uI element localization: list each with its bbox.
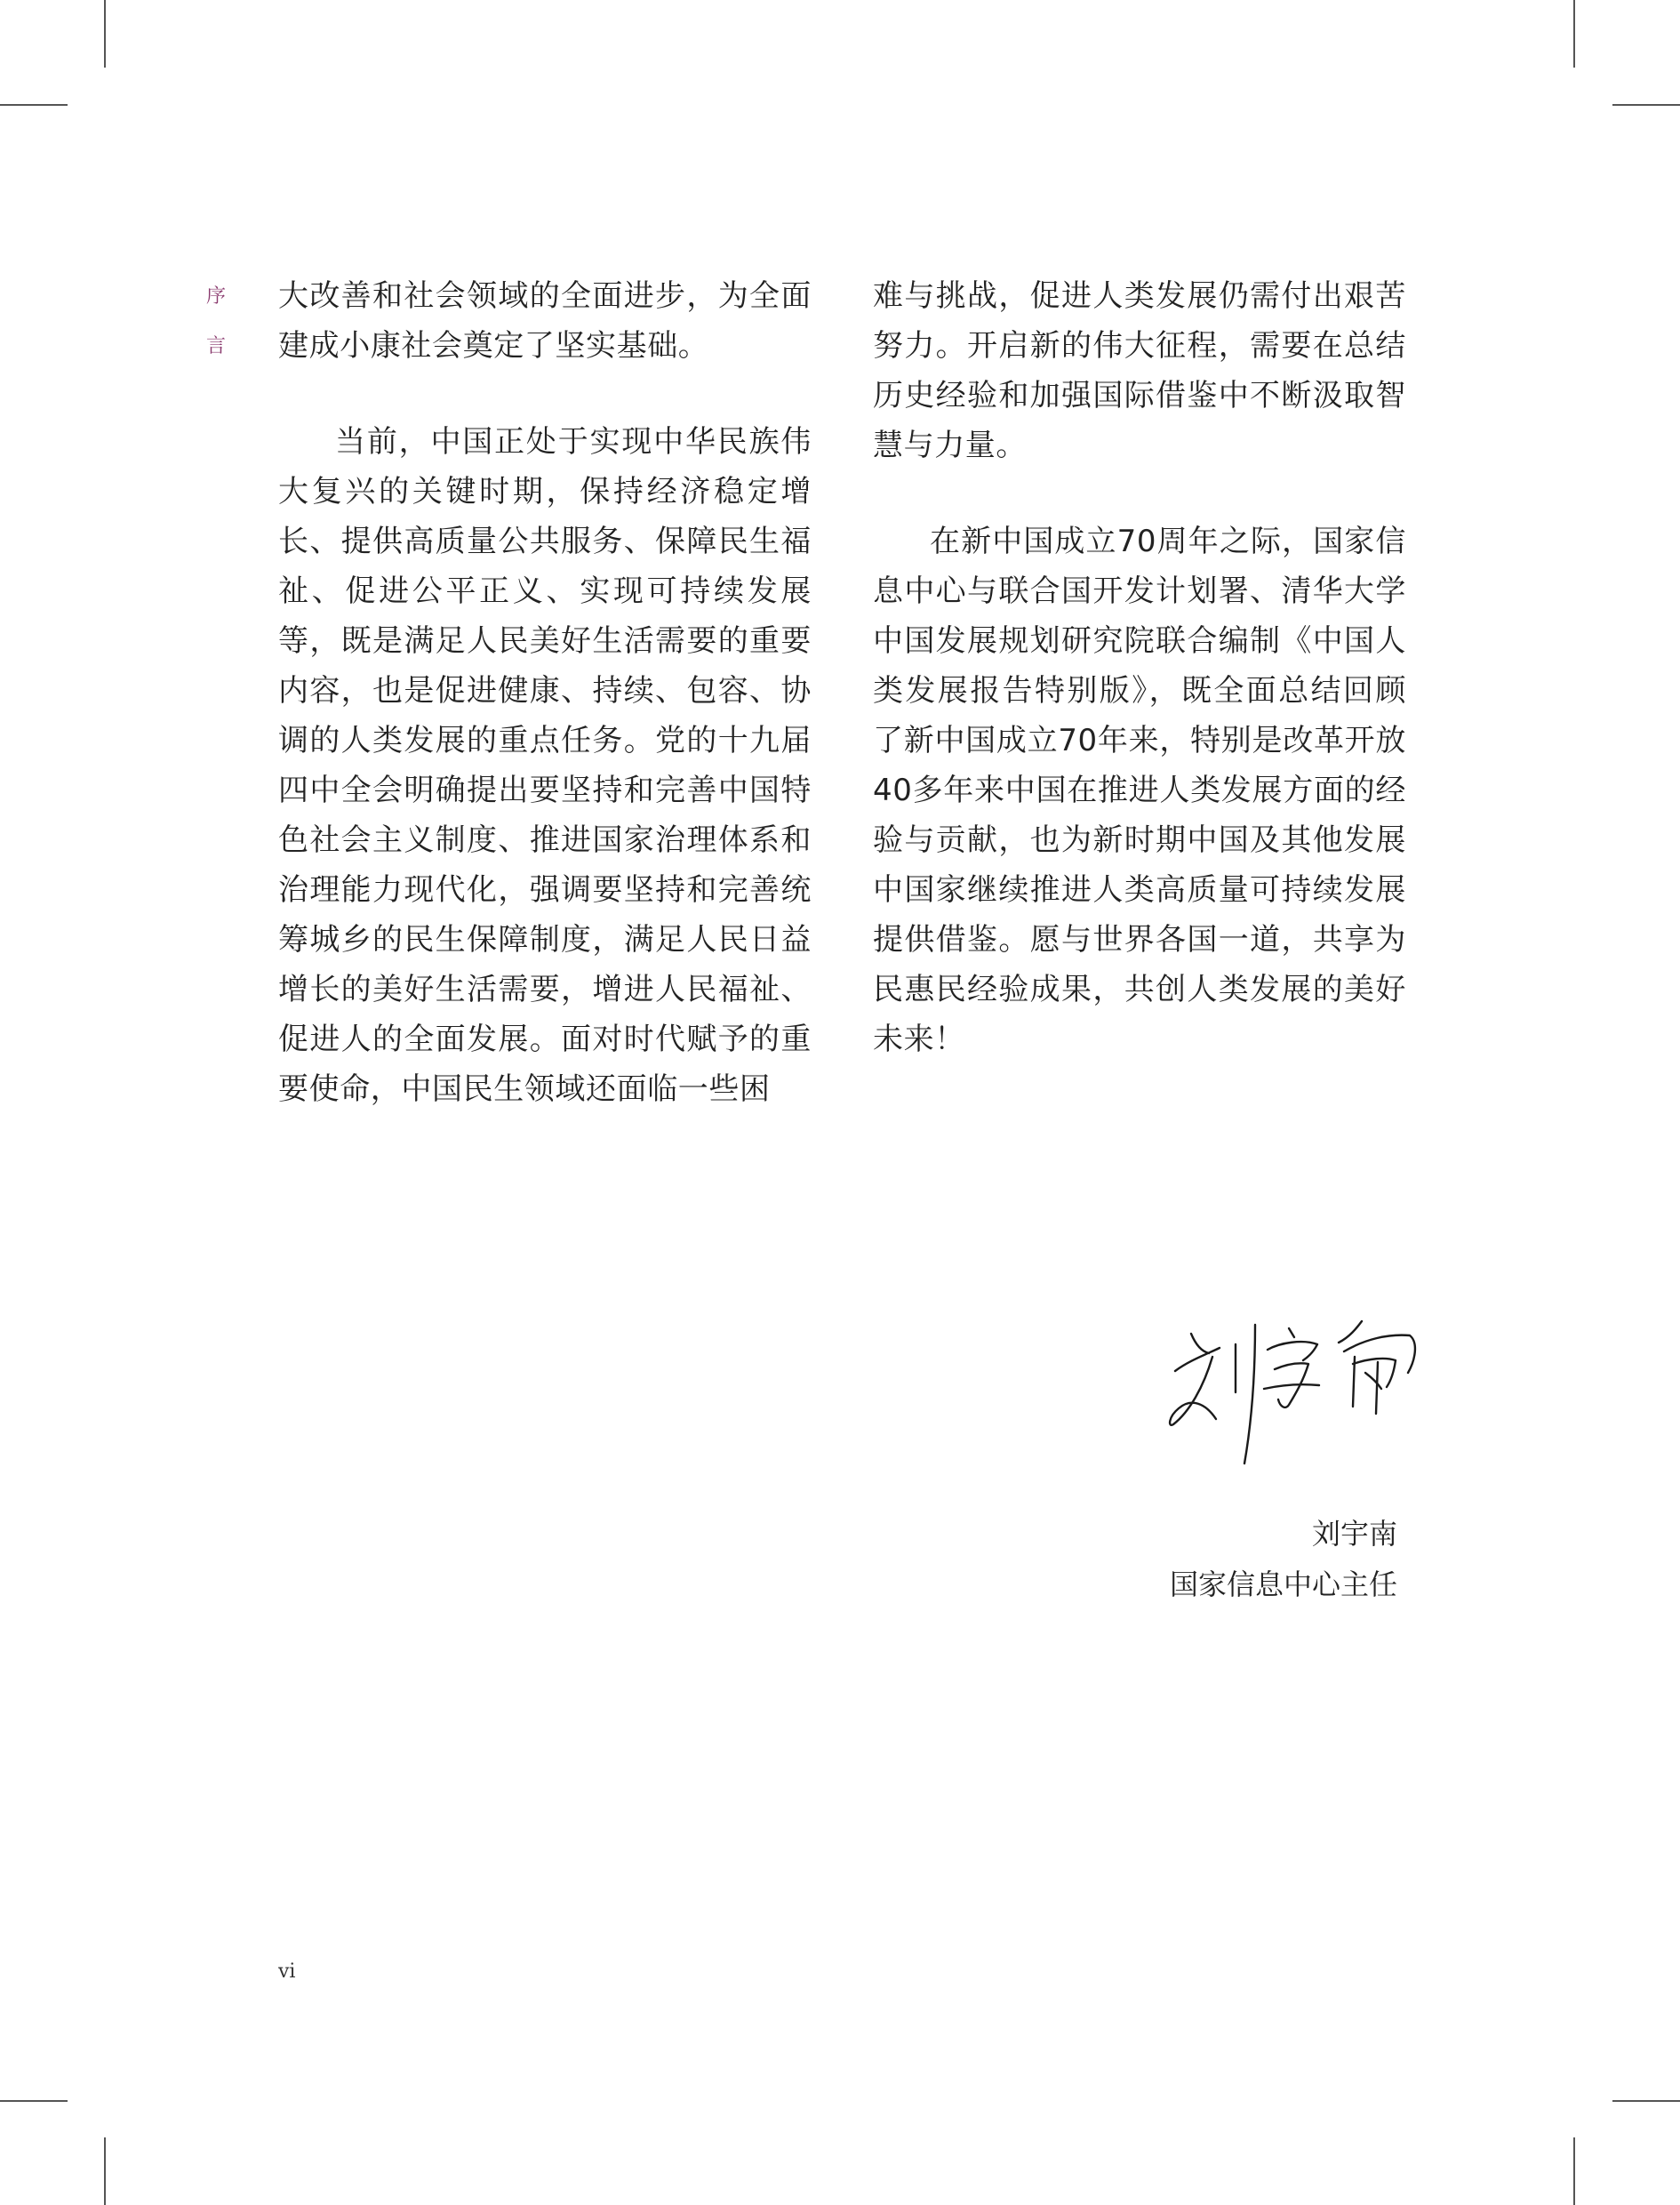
paragraph: 当前，中国正处于实现中华民族伟大复兴的关键时期，保持经济稳定增长、提供高质量公共服务、保障民生福祉、促进公平正义、实现可持续发展等，既是满足人民美好生活需要的重要内容，也是促进健康、持续、包容、协调的人类发展的重点任务。党的十九届四中全会明确提出要坚持和完善中国特色社会主义制度、推进国家治理体系和治理能力现代化，强调要坚持和完善统筹城乡的民生保障制度，满足人民日益增长的美好生活需要，增进人民福祉、促进人的全面发展。面对时代赋予的重要使命，中国民生领域还面临一些困 bbox=[278, 424, 812, 1107]
section-label bbox=[201, 272, 231, 372]
paragraph: 难与挑战，促进人类发展仍需付出艰苦努力。开启新的伟大征程，需要在总结历史经验和加强国际借鉴中不断汲取智慧与力量。 bbox=[873, 278, 1406, 463]
crop-mark-bottom-left-horizontal bbox=[0, 2100, 68, 2102]
paragraph: 在新中国成立70周年之际，国家信息中心与联合国开发计划署、清华大学中国发展规划研究院联合编制《中国人类发展报告特别版》，既全面总结回顾了新中国成立70年来，特别是改革开放40多年来中国在推进人类发展方面的经验与贡献，也为新时期中国及其他发展中国家继续推进人类高质量可持续发展提供借鉴。愿与世界各国一道，共享为民惠民经验成果，共创人类发展的美好未来！ bbox=[873, 524, 1406, 1057]
crop-mark-bottom-right-horizontal bbox=[1612, 2100, 1680, 2102]
crop-mark-top-left-horizontal bbox=[0, 104, 68, 106]
crop-mark-bottom-left-vertical bbox=[104, 2137, 106, 2205]
crop-mark-top-right-horizontal bbox=[1612, 104, 1680, 106]
section-label-char: 序 bbox=[205, 285, 226, 308]
handwritten-signature bbox=[1156, 1307, 1422, 1467]
section-label-char: 言 bbox=[205, 335, 226, 357]
left-text-column bbox=[278, 271, 812, 1160]
crop-mark-top-left-vertical bbox=[104, 0, 106, 68]
crop-mark-top-right-vertical bbox=[1573, 0, 1575, 68]
right-text-column bbox=[873, 271, 1406, 1111]
page-number: vi bbox=[278, 1960, 296, 1983]
signatory-title: 国家信息中心主任 bbox=[1169, 1568, 1397, 1601]
paragraph: 大改善和社会领域的全面进步，为全面建成小康社会奠定了坚实基础。 bbox=[278, 278, 812, 364]
crop-mark-bottom-right-vertical bbox=[1573, 2137, 1575, 2205]
signatory-name: 刘宇南 bbox=[1311, 1517, 1397, 1551]
